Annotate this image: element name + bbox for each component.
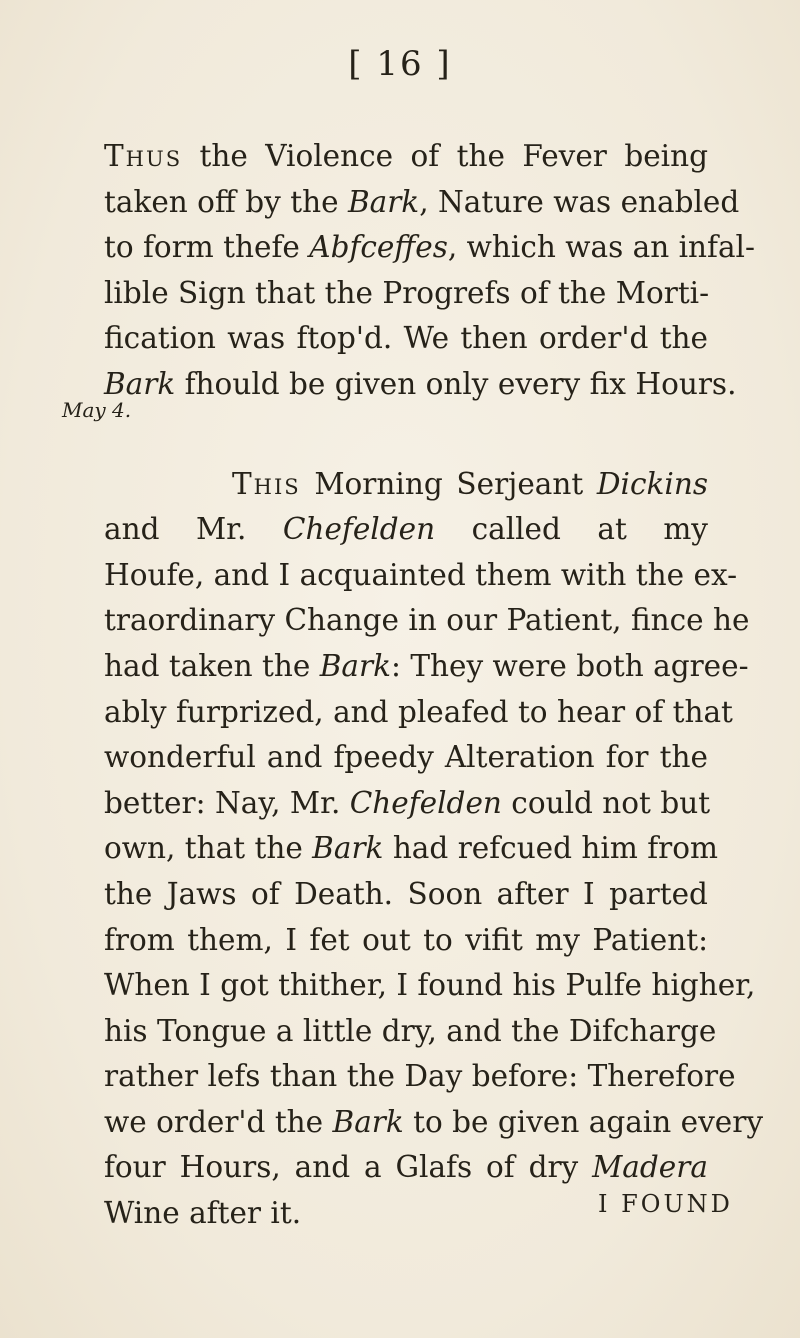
text-line: we order'd the Bark to be given again every xyxy=(104,1104,763,1139)
text-line: Houfe, and I acquainted them with the ex- xyxy=(104,557,738,592)
text-line: wonderful and fpeedy Alteration for the xyxy=(104,740,708,775)
text-line: to form thefe Abfceffes, which was an infal- xyxy=(104,230,755,265)
margin-note-date: May 4. xyxy=(62,398,132,422)
text-line: and Mr. Chefelden called at my xyxy=(104,512,708,547)
text-line: rather lefs than the Day before: Therefore xyxy=(104,1059,736,1094)
text-line: from them, I fet out to vifit my Patient: xyxy=(104,922,709,957)
text-line: This Morning Serjeant Dickins xyxy=(232,466,708,501)
text-line: ably furprized, and pleafed to hear of that xyxy=(104,694,733,729)
text-line: Bark fhould be given only every fix Hours. xyxy=(104,366,737,401)
text-line: traordinary Change in our Patient, fince he xyxy=(104,603,750,638)
text-line: his Tongue a little dry, and the Difcharge xyxy=(104,1013,717,1048)
page-number: [ 16 ] xyxy=(348,44,452,84)
body-text xyxy=(104,134,763,1237)
text-line: fication was ftop'd. We then order'd the xyxy=(104,321,708,356)
text-line: own, that the Bark had refcued him from xyxy=(104,831,718,866)
text-line: Thus the Violence of the Fever being xyxy=(104,139,708,173)
catchword: I FOUND xyxy=(598,1190,733,1218)
text-line: the Jaws of Death. Soon after I parted xyxy=(104,876,708,911)
text-line: lible Sign that the Progrefs of the Morti- xyxy=(104,275,710,310)
text-line: Wine after it. xyxy=(104,1196,302,1231)
text-line: had taken the Bark: They were both agree- xyxy=(104,648,749,683)
text-line: four Hours, and a Glafs of dry Madera xyxy=(104,1150,708,1185)
text-line: When I got thither, I found his Pulfe higher, xyxy=(104,968,756,1003)
text-line: better: Nay, Mr. Chefelden could not but xyxy=(104,785,711,820)
text-line: taken off by the Bark, Nature was enabled xyxy=(104,184,740,219)
